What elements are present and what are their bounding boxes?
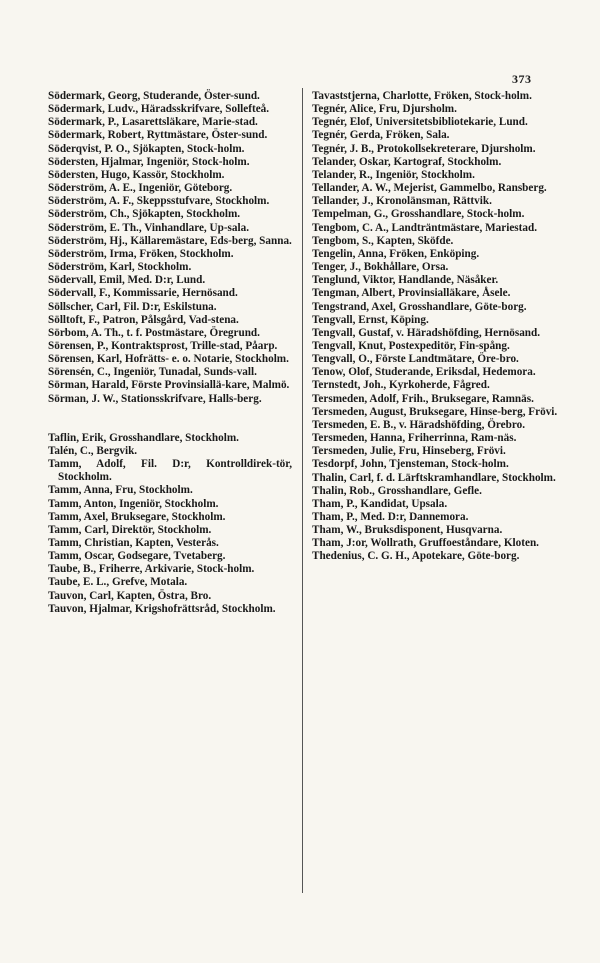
directory-entry: Södervall, F., Kommissarie, Hernösand. (48, 287, 238, 300)
directory-entry: Tegnér, Gerda, Fröken, Sala. (312, 129, 450, 142)
directory-entry: Södermark, P., Lasarettsläkare, Marie-stad. (48, 116, 258, 129)
directory-entry: Tengman, Albert, Provinsialläkare, Åsele. (312, 287, 511, 300)
directory-entry: Tauvon, Carl, Kapten, Östra, Bro. (48, 589, 212, 602)
directory-entry: Talén, C., Bergvik. (48, 444, 138, 457)
group-spacer (48, 406, 292, 432)
directory-entry: Telander, R., Ingeniör, Stockholm. (312, 168, 475, 181)
directory-entry: Tegnér, Alice, Fru, Djursholm. (312, 103, 457, 116)
directory-entry: Söderström, A. E., Ingeniör, Göteborg. (48, 182, 233, 195)
directory-entry: Sölltoft, F., Patron, Pålsgård, Vad-stena. (48, 313, 239, 326)
directory-entry: Tellander, J., Kronolänsman, Rättvik. (312, 195, 492, 208)
directory-entry: Taflin, Erik, Grosshandlare, Stockholm. (48, 431, 239, 444)
directory-entry: Thalin, Rob., Grosshandlare, Gefle. (312, 484, 482, 497)
directory-entry: Söderström, Irma, Fröken, Stockholm. (48, 247, 234, 260)
directory-entry: Taube, B., Friherre, Arkivarie, Stock-holm. (48, 563, 255, 576)
directory-entry: Söderqvist, P. O., Sjökapten, Stock-holm. (48, 142, 245, 155)
directory-entry: Södersten, Hugo, Kassör, Stockholm. (48, 168, 225, 181)
directory-entry: Tengelin, Anna, Fröken, Enköping. (312, 247, 480, 260)
directory-entry: Tengvall, Knut, Postexpeditör, Fin-spång. (312, 339, 510, 352)
directory-entry: Tegnér, Elof, Universitetsbibliotekarie, Lund. (312, 116, 528, 129)
directory-entry: Tenger, J., Bokhållare, Orsa. (312, 261, 449, 274)
directory-entry: Söderström, A. F., Skeppsstufvare, Stockholm. (48, 195, 270, 208)
directory-entry: Tengstrand, Axel, Grosshandlare, Göte-borg. (312, 300, 527, 313)
directory-entry: Telander, Oskar, Kartograf, Stockholm. (312, 155, 502, 168)
directory-entry: Söderström, Hj., Källaremästare, Eds-berg, Sanna. (48, 234, 292, 247)
directory-entry: Tauvon, Hjalmar, Krigshofrättsråd, Stockholm. (48, 602, 276, 615)
directory-entry: Tham, W., Bruksdisponent, Husqvarna. (312, 524, 503, 537)
directory-entry: Tersmeden, August, Bruksegare, Hinse-berg, Frövi. (312, 405, 558, 418)
directory-entry: Tham, P., Med. D:r, Dannemora. (312, 511, 469, 523)
directory-entry: Sörman, J. W., Stationsskrifvare, Halls-berg. (48, 392, 262, 405)
directory-entry: Tavaststjerna, Charlotte, Fröken, Stock-holm. (312, 90, 532, 102)
directory-entry: Tersmeden, Julie, Fru, Hinseberg, Frövi. (312, 445, 506, 458)
directory-entry: Tengvall, Ernst, Köping. (312, 313, 429, 326)
directory-entry: Sörensén, C., Ingeniör, Tunadal, Sunds-vall. (48, 366, 257, 379)
directory-entry: Ternstedt, Joh., Kyrkoherde, Fågred. (312, 379, 490, 392)
directory-entry: Tamm, Anton, Ingeniör, Stockholm. (48, 497, 219, 510)
directory-entry: Söderström, Ch., Sjökapten, Stockholm. (48, 208, 241, 221)
directory-entry: Södermark, Ludv., Häradsskrifvare, Sollefteå. (48, 103, 270, 116)
directory-entry: Söllscher, Carl, Fil. D:r, Eskilstuna. (48, 300, 217, 313)
directory-entry: Söderström, E. Th., Vinhandlare, Up-sala. (48, 221, 249, 234)
directory-entry: Tengbom, S., Kapten, Sköfde. (312, 234, 454, 247)
directory-entry: Tham, P., Kandidat, Upsala. (312, 497, 448, 510)
page-number: 373 (512, 72, 532, 86)
directory-entry: Tamm, Carl, Direktör, Stockholm. (48, 523, 212, 536)
directory-entry: Thalin, Carl, f. d. Lärftskramhandlare, Stockholm. (312, 471, 556, 484)
directory-entry: Södermark, Robert, Ryttmästare, Öster-sund. (48, 129, 268, 142)
directory-entry: Tamm, Adolf, Fil. D:r, Kontrolldirek-tör, Stockholm. (48, 458, 292, 484)
directory-entry: Sörman, Harald, Förste Provinsiallä-kare, Malmö. (48, 379, 290, 392)
directory-entry: Taube, E. L., Grefve, Motala. (48, 576, 188, 589)
column-divider (302, 88, 303, 893)
directory-entry: Tamm, Christian, Kapten, Vesterås. (48, 537, 219, 549)
directory-entry: Sörensen, P., Kontraktsprost, Trille-stad, Påarp. (48, 339, 278, 352)
directory-entry: Tengvall, Gustaf, v. Häradshöfding, Hernösand. (312, 326, 541, 339)
directory-entry: Tamm, Axel, Bruksegare, Stockholm. (48, 510, 226, 523)
right-column (312, 90, 558, 564)
directory-entry: Tesdorpf, John, Tjensteman, Stock-holm. (312, 458, 509, 471)
directory-entry: Tham, J:or, Wollrath, Gruffoeståndare, Kloten. (312, 537, 539, 550)
directory-entry: Tersmeden, E. B., v. Häradshöfding, Örebro. (312, 418, 526, 431)
left-column (48, 90, 292, 616)
directory-entry: Tenglund, Viktor, Handlande, Näsåker. (312, 274, 499, 287)
directory-entry: Sörensen, Karl, Hofrätts- e. o. Notarie, Stockholm. (48, 353, 289, 366)
directory-entry: Thedenius, C. G. H., Apotekare, Göte-borg. (312, 550, 520, 563)
left-group-2 (48, 432, 292, 616)
directory-entry: Södersten, Hjalmar, Ingeniör, Stock-holm. (48, 155, 250, 168)
directory-entry: Södermark, Georg, Studerande, Öster-sund. (48, 90, 260, 102)
directory-entry: Tenow, Olof, Studerande, Eriksdal, Hedemora. (312, 366, 536, 379)
directory-entry: Tersmeden, Hanna, Friherrinna, Ram-näs. (312, 432, 517, 445)
directory-entry: Tamm, Anna, Fru, Stockholm. (48, 484, 193, 497)
directory-entry: Tengbom, C. A., Landträntmästare, Mariestad. (312, 221, 537, 234)
directory-entry: Tamm, Oscar, Godsegare, Tvetaberg. (48, 550, 226, 563)
directory-entry: Sörbom, A. Th., t. f. Postmästare, Öregrund. (48, 326, 260, 339)
directory-entry: Tersmeden, Adolf, Frih., Bruksegare, Ramnäs. (312, 392, 534, 405)
directory-entry: Tempelman, G., Grosshandlare, Stock-holm. (312, 208, 525, 221)
left-group-1 (48, 90, 292, 406)
directory-entry: Tengvall, O., Förste Landtmätare, Öre-bro. (312, 353, 519, 366)
directory-entry: Tegnér, J. B., Protokollsekreterare, Djursholm. (312, 142, 536, 155)
directory-entry: Söderström, Karl, Stockholm. (48, 261, 192, 274)
directory-entry: Tellander, A. W., Mejerist, Gammelbo, Ransberg. (312, 182, 547, 195)
directory-entry: Södervall, Emil, Med. D:r, Lund. (48, 274, 206, 287)
